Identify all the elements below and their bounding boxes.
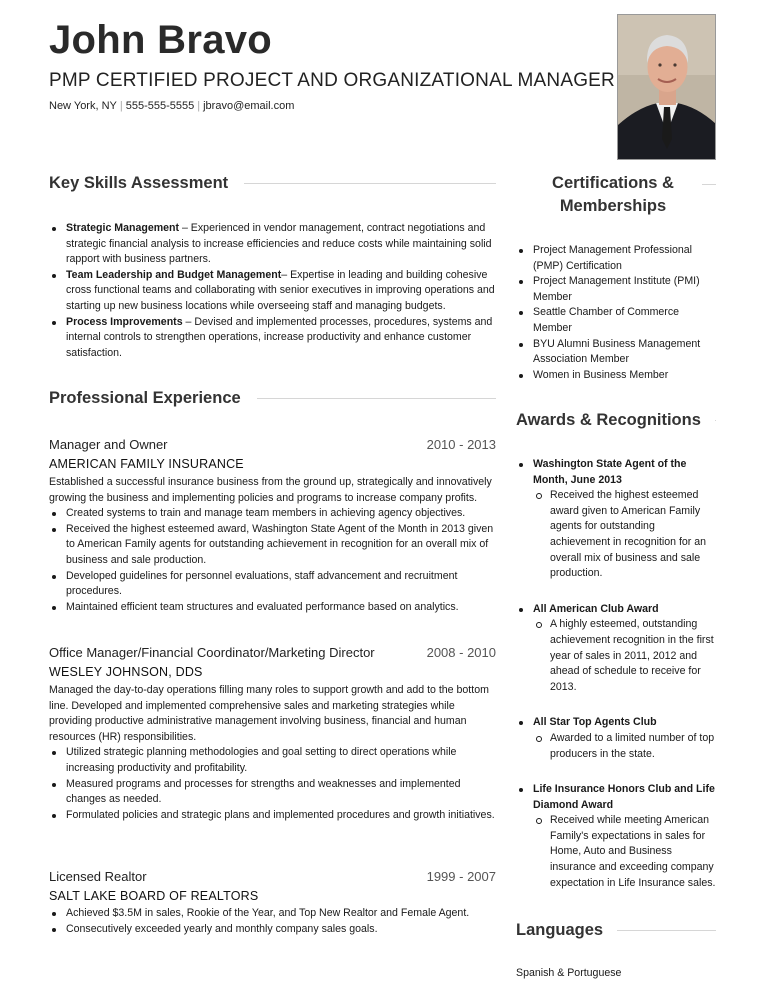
- award-name: All Star Top Agents Club: [533, 716, 657, 729]
- job-company: AMERICAN FAMILY INSURANCE: [49, 457, 244, 471]
- section-title: Awards & Recognitions: [516, 411, 701, 429]
- section-title: Certifications & Memberships: [552, 174, 674, 215]
- award-name: Washington State Agent of the Month, June 2013: [533, 458, 687, 486]
- certification-item: Women in Business Member: [516, 368, 716, 384]
- section-experience: [49, 389, 496, 408]
- section-divider: [244, 183, 496, 184]
- job-company: SALT LAKE BOARD OF REALTORS: [49, 889, 259, 903]
- divider: |: [119, 100, 123, 112]
- certification-item: Project Management Institute (PMI) Member: [516, 274, 716, 305]
- award-detail: Received while meeting American Family's expectations in sales for Home, Auto and Business insurance and exceeding company expectation in Life Insurance sales.: [533, 813, 716, 891]
- section-divider: [257, 398, 496, 399]
- award-item: [516, 715, 716, 762]
- skill-item: Team Leadership and Budget Management– Expertise in leading and building cohesive cross functional teams and collaborating with senior executives in improving operations and starting up new business locations while overseeing staff and managing budgets.: [49, 268, 496, 315]
- section-languages: [516, 921, 716, 940]
- certification-item: Seattle Chamber of Commerce Member: [516, 305, 716, 336]
- job-bullet: Created systems to train and manage team members in achieving agency objectives.: [49, 506, 496, 522]
- job-role: Manager and Owner: [49, 437, 168, 452]
- job-entry: [49, 437, 496, 615]
- candidate-name: John Bravo: [49, 18, 273, 62]
- certification-item: Project Management Professional (PMP) Certification: [516, 243, 716, 274]
- job-bullet: Consecutively exceeded yearly and monthly company sales goals.: [49, 922, 496, 938]
- section-awards: [516, 411, 716, 430]
- job-role: Licensed Realtor: [49, 869, 147, 884]
- section-key-skills: [49, 174, 496, 193]
- job-dates: 2010 - 2013: [426, 437, 496, 452]
- section-title: Professional Experience: [49, 389, 241, 407]
- section-title: Languages: [516, 921, 604, 939]
- divider: |: [197, 100, 201, 112]
- skill-item: Process Improvements – Devised and implemented processes, procedures, systems and internal controls to strengthen operations, increase productivity and enhance customer satisfaction.: [49, 315, 496, 362]
- section-divider: [617, 930, 716, 931]
- email: jbravo@email.com: [203, 100, 295, 112]
- section-divider: [702, 184, 716, 185]
- job-description: Established a successful insurance business from the ground up, strategically and innovatively growing the business and implementing policies and programs to increase company profits.: [49, 476, 492, 504]
- job-bullet: Achieved $3.5M in sales, Rookie of the Year, and Top New Realtor and Female Agent.: [49, 906, 496, 922]
- job-bullet: Measured programs and processes for strengths and weaknesses and implemented changes as needed.: [49, 777, 496, 808]
- award-detail: Awarded to a limited number of top producers in the state.: [533, 731, 716, 762]
- job-bullets: [49, 906, 496, 937]
- job-bullets: [49, 506, 496, 615]
- contact-line: [49, 100, 294, 112]
- job-bullet: Utilized strategic planning methodologies and goal setting to direct operations while increasing productivity and profitability.: [49, 745, 496, 776]
- certifications-list: [516, 243, 716, 383]
- job-company: WESLEY JOHNSON, DDS: [49, 665, 203, 679]
- job-bullet: Maintained efficient team structures and evaluated performance based on analytics.: [49, 600, 496, 616]
- section-certifications: [516, 172, 716, 218]
- award-name: Life Insurance Honors Club and Life Diamond Award: [533, 783, 715, 811]
- job-bullets: [49, 745, 496, 823]
- award-name: All American Club Award: [533, 602, 659, 615]
- phone: 555-555-5555: [125, 100, 195, 112]
- section-divider: [715, 420, 716, 421]
- profile-photo-image: [618, 15, 716, 160]
- job-description: Managed the day-to-day operations filling many roles to support growth and add to the bottom line. Developed and implemented comprehensive sales and marketing strategies while providing productive administrative management involving business, financial and human resources (HR) responsibilities.: [49, 684, 489, 743]
- job-bullet: Developed guidelines for personnel evaluations, staff advancement and recruitment procedures.: [49, 569, 496, 600]
- award-item: [516, 602, 716, 696]
- job-dates: 2008 - 2010: [426, 645, 496, 660]
- job-dates: 1999 - 2007: [426, 869, 496, 884]
- award-detail: A highly esteemed, outstanding achievement recognition in the first year of sales in 2011, 2012 and ahead of schedule to receive for 2013.: [533, 617, 716, 695]
- award-item: [516, 782, 716, 891]
- skill-item: Strategic Management – Experienced in vendor management, contract negotiations and strategic financial analysis to increase efficiencies and reduce costs while maintaining solid rapport with business partners.: [49, 221, 496, 268]
- job-entry: [49, 869, 496, 937]
- section-title: Key Skills Assessment: [49, 174, 229, 192]
- candidate-headline: PMP CERTIFIED PROJECT AND ORGANIZATIONAL MANAGER: [49, 70, 615, 91]
- job-entry: [49, 645, 496, 823]
- award-item: [516, 457, 716, 582]
- job-bullet: Received the highest esteemed award, Washington State Agent of the Month in 2013 given to American Family agents for outstanding achievement in recognition for an overall mix of business and sale production.: [49, 522, 496, 569]
- languages-value: Spanish & Portuguese: [516, 967, 622, 979]
- profile-photo: [617, 14, 716, 160]
- skills-list: [49, 221, 496, 361]
- job-role: Office Manager/Financial Coordinator/Marketing Director: [49, 645, 375, 660]
- job-bullet: Formulated policies and strategic plans and implemented procedures and growth initiatives.: [49, 808, 496, 824]
- location: New York, NY: [49, 100, 117, 112]
- certification-item: BYU Alumni Business Management Association Member: [516, 337, 716, 368]
- award-detail: Received the highest esteemed award given to American Family agents for outstanding achievement in recognition for an overall mix of business and sale production.: [533, 488, 716, 582]
- awards-list: [516, 457, 716, 891]
